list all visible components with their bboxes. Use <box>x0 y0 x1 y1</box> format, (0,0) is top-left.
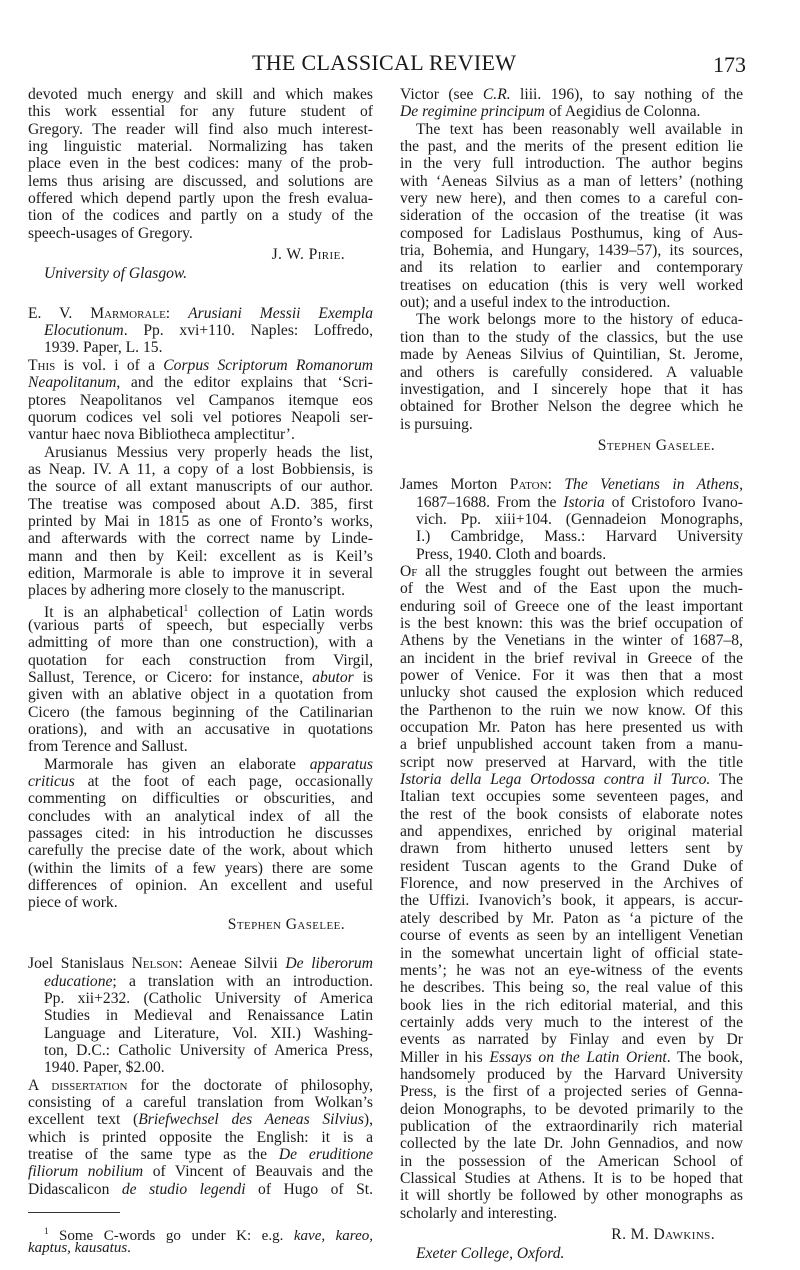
text-span: treatise of the same type as the <box>28 1145 279 1163</box>
text-line: differences of opinion. An excellent and useful <box>28 877 373 895</box>
text-line: a brief unpublished account taken from a manu- <box>400 736 743 754</box>
text-line: is pursuing. <box>400 415 473 433</box>
book-details: ; a translation with an introduction. <box>112 972 373 990</box>
text-span: . The book, <box>666 1048 743 1066</box>
book-title: The Venetians in Athens, <box>564 476 744 494</box>
book-details: of Cristoforo Ivano- <box>604 493 743 511</box>
italic-title: De eruditione <box>278 1145 373 1163</box>
text-line: is the best known: this was the brief occupation of <box>400 614 743 632</box>
italic-title: Corpus Scriptorum Romanorum <box>163 356 373 374</box>
text-span: all the struggles fought out between the armies <box>417 562 743 580</box>
text-line: piece of work. <box>28 894 118 912</box>
lead-word: Of <box>400 562 418 580</box>
book-details: Press, 1940. Cloth and boards. <box>416 545 607 563</box>
italic-title: Briefwechsel des Aeneas Silvius <box>138 1111 364 1129</box>
text-line: enduring soil of Greece one of the least important <box>400 597 743 615</box>
text-line: (various parts of speech, but especially verbs <box>28 616 373 634</box>
review-nelson-continued <box>400 86 743 454</box>
footnote <box>28 1223 373 1258</box>
text-line: and appendixes, enriched by original material <box>400 823 743 841</box>
text-line: Cicero (the famous beginning of the Catilinarian <box>28 703 373 721</box>
text-line: in the somewhat uncertain light of official state- <box>400 944 743 962</box>
text-line: commenting on difficulties or obscurities, and <box>28 790 373 808</box>
text-line: of the West and of the East upon the much- <box>400 580 743 598</box>
text-span: at the foot of each page, occasionally <box>74 773 373 791</box>
page-number: 173 <box>713 52 746 77</box>
text-line: Classical Studies at Athens. It is to be hoped that <box>400 1169 743 1187</box>
text-line: composed for Ladislaus Posthumus, king of Aus- <box>400 224 743 242</box>
book-details: . Pp. xvi+110. Naples: Loffredo, <box>123 322 373 340</box>
book-details: I.) Cambridge, Mass.: Harvard University <box>416 528 743 546</box>
text-line: it will shortly be followed by other monographs as <box>400 1187 743 1205</box>
text-span: is <box>353 669 373 686</box>
review-heading <box>400 476 743 563</box>
text-line: scholarly and interesting. <box>400 1204 558 1222</box>
text-line: (within the limits of a few years) there are some <box>28 859 373 877</box>
text-line: the Uffizi. Ivanovich’s book, it appears, is accur- <box>400 892 743 910</box>
text-span: liii. 196), to say nothing of the <box>510 86 743 103</box>
reviewer-signature: R. M. Dawkins. <box>611 1226 715 1243</box>
text-line: in the possession of the American School of <box>400 1152 743 1170</box>
text-line: Gregory. The reader will find also much interest- <box>28 120 373 138</box>
lead-word: This <box>28 356 56 374</box>
text-line: admitting of more than one construction), with a <box>28 634 373 652</box>
book-details: ton, D.C.: Catholic University of America Press, <box>44 1041 373 1059</box>
text-line: mann and then by Keil: excellent as is Keil’s <box>28 547 373 565</box>
separator: : <box>165 304 189 322</box>
text-line: deion Monographs, to be devoted primarily to the <box>400 1100 743 1118</box>
text-line: script now preserved at Harvard, with the title <box>400 753 743 771</box>
text-span: Didascalicon <box>28 1180 122 1198</box>
text-line: speech-usages of Gregory. <box>28 224 193 242</box>
reviewer-affiliation: Exeter College, Oxford. <box>416 1245 565 1263</box>
book-title-cont: Elocutionum <box>44 322 124 340</box>
footnote-marker: 1 <box>44 1225 49 1236</box>
pirie-review-continuation <box>28 86 373 283</box>
italic-abbrev: C.R. <box>482 86 511 103</box>
text-line: concludes with an analytical index of all the <box>28 807 373 825</box>
right-column <box>400 86 743 1263</box>
book-author-surname: Paton <box>509 476 548 494</box>
text-line: orations), and with an accusative in quotations <box>28 721 373 739</box>
italic-title: de studio legendi <box>121 1180 246 1198</box>
text-line: made by Aeneas Silvius of Quintilian, St. Jerome, <box>400 346 743 364</box>
text-line: ing linguistic material. Normalizing has taken <box>28 138 373 156</box>
review-heading <box>28 955 373 1076</box>
text-line: and its relation to earlier and contemporary <box>400 259 743 277</box>
text-line: resident Tuscan agents to the Grand Duke of <box>400 857 743 875</box>
text-line: Arusianus Messius very properly heads the list, <box>44 443 373 461</box>
review-nelson <box>28 955 373 1198</box>
text-span: Victor (see <box>400 86 483 103</box>
text-span: for the doctorate of philosophy, <box>127 1076 373 1094</box>
italic-title: Neapolitanum <box>28 374 117 392</box>
text-line: consisting of a careful translation from Wolkan’s <box>28 1093 373 1111</box>
text-line: he describes. This being so, the real value of this <box>400 979 743 997</box>
text-line: as Neap. IV. A 11, a copy of a lost Bobbiensis, is <box>28 460 373 478</box>
text-line: certainly adds very much to the interest of the <box>400 1013 743 1031</box>
text-span: of Aegidius de Colonna. <box>544 103 701 121</box>
text-span: . <box>127 1240 131 1257</box>
text-span: of Hugo of St. <box>245 1180 373 1198</box>
text-line: given with an ablative object in a quotation from <box>28 686 373 704</box>
reviewer-signature: J. W. Pirie. <box>271 246 345 264</box>
text-line: offered which depend partly upon the fresh evalua- <box>28 190 373 208</box>
text-line: the Parthenon to the ruin we now know. Of this <box>400 701 743 719</box>
italic-title: filiorum nobilium <box>28 1163 144 1181</box>
footnote-ref[interactable]: 1 <box>183 602 189 613</box>
text-line: very new here), and then comes to a careful con- <box>400 190 743 208</box>
italic-word: apparatus <box>309 755 373 773</box>
book-author-surname: Nelson <box>131 955 179 973</box>
separator: : Aeneae Silvii <box>178 955 286 973</box>
book-details: 1939. Paper, L. 15. <box>44 339 163 357</box>
text-line: Press, is the first of a projected series of Genna- <box>400 1083 743 1101</box>
book-title: Arusiani Messii Exempla <box>188 304 373 322</box>
book-author: James Morton <box>400 476 510 494</box>
text-line: treatises on education (this is very well worked <box>400 276 743 294</box>
text-line: unlucky shot caused the explosion which reduced <box>400 684 743 702</box>
text-line: this work essential for any future student of <box>28 103 373 121</box>
text-line: the rest of the book consists of elaborate notes <box>400 805 743 823</box>
text-line: tion of the codices and partly on a study of the <box>28 207 373 225</box>
text-line: drawn from hitherto unused letters sent by <box>400 840 743 858</box>
text-line: place even in the best codices: many of the prob- <box>28 155 373 173</box>
text-line: obtained for Brother Nelson the degree which he <box>400 398 743 416</box>
italic-word: abutor <box>312 669 354 686</box>
italic-title: Istoria <box>563 493 605 511</box>
text-line: The work belongs more to the history of educa- <box>416 311 743 329</box>
text-line: and others is carefully considered. A valuable <box>400 363 743 381</box>
text-line: passages cited: in his introduction he discusses <box>28 825 373 843</box>
reviewer-signature: Stephen Gaselee. <box>227 915 345 933</box>
footnote-divider <box>28 1212 120 1213</box>
text-line: ptores Neapolitanos vel Campanos itemque eos <box>28 391 373 409</box>
italic-title: Istoria della Lega Ortodossa contra il Turco. <box>400 771 711 789</box>
book-details: vich. Pp. xiii+104. (Gennadeion Monographs, <box>416 510 743 528</box>
text-span: ), <box>363 1111 374 1129</box>
text-line: the source of all extant manuscripts of our author. <box>28 478 373 496</box>
text-line: ments’; he was not an eye-witness of the events <box>400 961 743 979</box>
text-line: in the very full introduction. The author begins <box>400 155 743 173</box>
text-line: sideration of the occasion of the treatise (it was <box>400 207 743 225</box>
text-line: with ‘Aeneas Silvius as a man of letters’ (nothing <box>400 172 743 190</box>
text-span: Miller in his <box>400 1048 490 1066</box>
book-details: 1940. Paper, $2.00. <box>44 1059 165 1077</box>
left-column <box>28 86 373 1258</box>
review-marmorale <box>28 305 373 933</box>
text-line: which is printed opposite the English: it is a <box>28 1128 373 1146</box>
book-details: Language and Literature, Vol. XII.) Washing- <box>44 1024 373 1042</box>
text-line: out); and a useful index to the introduction. <box>400 294 671 312</box>
italic-title: De regimine principum <box>400 103 545 121</box>
journal-title: THE CLASSICAL REVIEW <box>252 50 517 75</box>
text-line: edition, Marmorale is able to improve it in several <box>28 564 373 582</box>
book-details: Studies in Medieval and Renaissance Latin <box>44 1007 373 1025</box>
lead-word: A dissertation <box>28 1076 128 1094</box>
text-line: vantur haec nova Bibliotheca amplectitur’. <box>28 426 295 444</box>
text-line: Athens by the Venetians in the winter of 1687–8, <box>400 632 743 650</box>
book-author: E. V. Marmorale <box>28 304 166 322</box>
text-span: Marmorale has given an elaborate <box>44 755 310 773</box>
text-line: book lies in the rich editorial material, and this <box>400 996 743 1014</box>
text-line: collected by the late Dr. John Gennadios, and now <box>400 1135 743 1153</box>
book-title-cont: educatione <box>44 972 113 990</box>
text-line: tria, Bohemia, and Hungary, 1439–57), its sources, <box>400 242 743 260</box>
text-line: events as narrated by Finlay and even by Dr <box>400 1031 743 1049</box>
text-line: handsomely produced by the Harvard University <box>400 1065 743 1083</box>
review-heading <box>28 305 373 357</box>
text-span: collection of Latin words <box>188 603 374 621</box>
text-line: quorum codices vel soli vel potiores Neapoli ser- <box>28 408 373 426</box>
book-details: Pp. xii+232. (Catholic University of America <box>44 989 373 1007</box>
italic-word: criticus <box>28 773 75 791</box>
text-line: lems thus arising are discussed, and solutions are <box>28 172 373 190</box>
text-line: places by adhering more closely to the manuscript. <box>28 582 345 600</box>
text-line: Italian text occupies some seventeen pages, and <box>400 788 743 806</box>
text-line: The text has been reasonably well available in <box>416 120 743 138</box>
reviewer-signature: Stephen Gaselee. <box>597 436 715 454</box>
book-author: Joel Stanislaus <box>28 955 132 973</box>
text-line: the past, and the merits of the present edition lie <box>400 138 743 156</box>
text-span: Some C-words go under K: e.g. <box>48 1227 294 1244</box>
book-title: De liberorum <box>285 955 373 973</box>
text-line: investigation, and I sincerely hope that it has <box>400 380 743 398</box>
text-span: is vol. i of a <box>55 356 164 374</box>
text-line: devoted much energy and skill and which makes <box>28 86 373 103</box>
text-line: from Terence and Sallust. <box>28 738 188 756</box>
separator: : <box>547 476 565 494</box>
text-line: carefully the precise date of the work, about which <box>28 842 373 860</box>
italic-title: Essays on the Latin Orient <box>489 1048 667 1066</box>
review-paton <box>400 476 743 1262</box>
book-details: 1687–1688. From the <box>416 493 564 511</box>
text-line: publication of the extraordinarily rich material <box>400 1117 743 1135</box>
text-line: course of events as seen by an intelligent Venetian <box>400 927 743 945</box>
italic-word: kaptus, kausatus <box>28 1240 128 1257</box>
text-line: tion than to the study of the classics, but the use <box>400 328 743 346</box>
text-line: quotation for each construction from Virgil, <box>28 651 373 669</box>
text-span: excellent text ( <box>28 1111 139 1129</box>
text-span: The <box>710 771 743 789</box>
text-line: occupation Mr. Paton has here presented us with <box>400 719 743 737</box>
text-span: of Vincent of Beauvais and the <box>143 1163 373 1181</box>
reviewer-affiliation: University of Glasgow. <box>44 265 188 283</box>
text-line: power of Venice. For it was then that a most <box>400 667 743 684</box>
text-line: ately described by Mr. Paton as ‘a picture of the <box>400 909 743 927</box>
text-span: , and the editor explains that ‘Scri- <box>116 374 373 392</box>
italic-word: kave, kareo, <box>293 1227 373 1244</box>
text-span: It is an alphabetical <box>44 603 184 621</box>
running-header <box>0 50 800 76</box>
text-line: printed by Mai in 1815 as one of Fronto’s works, <box>28 512 373 530</box>
text-line: The treatise was composed about A.D. 385, first <box>28 495 373 513</box>
text-line: an incident in the brief revival in Greece of the <box>400 649 743 667</box>
text-line: and afterwards with the correct name by Linde- <box>28 530 373 548</box>
text-span: Sallust, Terence, or Cicero: for instance, <box>28 669 313 686</box>
text-line: Florence, and now preserved in the Archives of <box>400 875 743 893</box>
